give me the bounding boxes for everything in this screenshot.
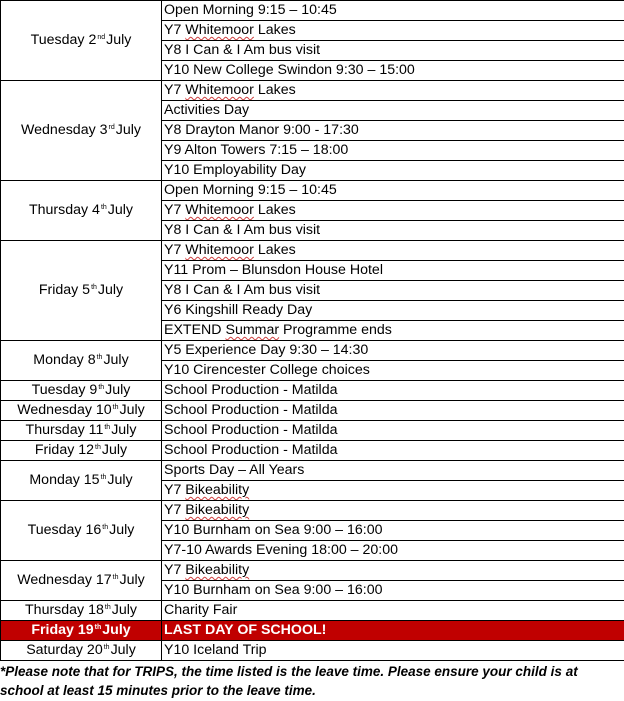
month-label: July — [97, 282, 124, 298]
schedule-row — [1, 421, 624, 441]
schedule-row — [1, 641, 624, 661]
spellcheck-underlined-word: Whitemoor — [185, 202, 254, 218]
day-label: Wednesday 3 — [21, 122, 108, 138]
ordinal-suffix: rd — [108, 124, 115, 131]
day-cell — [1, 641, 162, 661]
event-cell: LAST DAY OF SCHOOL! — [162, 621, 624, 641]
event-cell: Y10 New College Swindon 9:30 – 15:00 — [162, 61, 624, 81]
event-cell: Y10 Cirencester College choices — [162, 361, 624, 381]
ordinal-suffix: th — [104, 604, 111, 611]
event-cell: Y10 Employability Day — [162, 161, 624, 181]
schedule-row — [1, 241, 624, 261]
month-label: July — [101, 442, 128, 458]
event-cell: EXTEND Summar Programme ends — [162, 321, 624, 341]
ordinal-suffix: th — [100, 204, 107, 211]
ordinal-suffix: th — [100, 474, 107, 481]
schedule-row — [1, 1, 624, 21]
day-label: Tuesday 9 — [31, 382, 98, 398]
day-cell — [1, 1, 162, 81]
event-cell: Y8 Drayton Manor 9:00 - 17:30 — [162, 121, 624, 141]
event-cell: Y7 Whitemoor Lakes — [162, 241, 624, 261]
schedule-row — [1, 601, 624, 621]
event-cell: Y8 I Can & I Am bus visit — [162, 221, 624, 241]
spellcheck-underlined-word: Whitemoor — [185, 22, 254, 38]
event-cell: Y10 Burnham on Sea 9:00 – 16:00 — [162, 521, 624, 541]
day-label: Wednesday 17 — [17, 572, 112, 588]
month-label: July — [119, 402, 145, 418]
day-cell — [1, 401, 162, 421]
event-cell: Y6 Kingshill Ready Day — [162, 301, 624, 321]
ordinal-suffix: th — [98, 384, 105, 391]
schedule-row — [1, 621, 624, 641]
month-label: July — [111, 602, 137, 618]
event-cell: Y7 Whitemoor Lakes — [162, 21, 624, 41]
day-cell — [1, 181, 162, 241]
day-label: Thursday 11 — [25, 422, 104, 438]
day-label: Tuesday 16 — [27, 522, 102, 538]
day-label: Friday 12 — [34, 442, 95, 458]
day-label: Tuesday 2 — [30, 32, 97, 48]
event-cell: Y7 Whitemoor Lakes — [162, 201, 624, 221]
day-cell — [1, 421, 162, 441]
day-cell — [1, 441, 162, 461]
ordinal-suffix: th — [103, 644, 110, 651]
day-label: Monday 8 — [33, 352, 96, 368]
ordinal-suffix: th — [94, 624, 102, 631]
day-label: Friday 19 — [31, 622, 94, 638]
event-cell: Y5 Experience Day 9:30 – 14:30 — [162, 341, 624, 361]
spellcheck-underlined-word: Bikeability — [185, 502, 250, 518]
event-cell: Y7-10 Awards Evening 18:00 – 20:00 — [162, 541, 624, 561]
day-label: Saturday 20 — [26, 642, 103, 658]
month-label: July — [107, 472, 133, 488]
month-label: July — [110, 642, 136, 658]
spellcheck-underlined-word: Bikeability — [185, 562, 250, 578]
month-label: July — [111, 422, 137, 438]
event-cell: Y10 Burnham on Sea 9:00 – 16:00 — [162, 581, 624, 601]
event-cell: School Production - Matilda — [162, 381, 624, 401]
event-cell: Y7 Whitemoor Lakes — [162, 81, 624, 101]
event-cell: Y7 Bikeability — [162, 481, 624, 501]
day-cell — [1, 241, 162, 341]
day-cell — [1, 341, 162, 381]
event-cell: Y8 I Can & I Am bus visit — [162, 41, 624, 61]
event-cell: Charity Fair — [162, 601, 624, 621]
event-cell: Open Morning 9:15 – 10:45 — [162, 181, 624, 201]
ordinal-suffix: th — [112, 574, 119, 581]
event-cell: Y9 Alton Towers 7:15 – 18:00 — [162, 141, 624, 161]
event-cell: Y11 Prom – Blunsdon House Hotel — [162, 261, 624, 281]
schedule-row — [1, 81, 624, 101]
day-cell — [1, 81, 162, 181]
schedule-row — [1, 461, 624, 481]
schedule-row — [1, 401, 624, 421]
month-label: July — [119, 572, 145, 588]
day-label: Friday 5 — [38, 282, 91, 298]
ordinal-suffix: th — [112, 404, 119, 411]
ordinal-suffix: th — [95, 444, 101, 451]
event-cell: School Production - Matilda — [162, 441, 624, 461]
event-cell: Sports Day – All Years — [162, 461, 624, 481]
event-cell: Y7 Bikeability — [162, 501, 624, 521]
ordinal-suffix: th — [96, 354, 103, 361]
day-cell — [1, 601, 162, 621]
day-cell — [1, 501, 162, 561]
event-cell: School Production - Matilda — [162, 421, 624, 441]
day-cell — [1, 461, 162, 501]
event-cell: Y8 I Can & I Am bus visit — [162, 281, 624, 301]
day-label: Thursday 4 — [28, 202, 100, 218]
day-cell — [1, 381, 162, 401]
month-label: July — [102, 622, 131, 638]
month-label: July — [105, 382, 131, 398]
ordinal-suffix: th — [104, 424, 111, 431]
month-label: July — [103, 352, 129, 368]
day-cell — [1, 621, 162, 641]
schedule-row — [1, 341, 624, 361]
day-cell — [1, 561, 162, 601]
spellcheck-underlined-word: Whitemoor — [185, 82, 254, 98]
month-label: July — [109, 522, 135, 538]
month-label: July — [115, 122, 141, 138]
schedule-row — [1, 441, 624, 461]
trip-time-footnote: *Please note that for TRIPS, the time listed is the leave time. Please ensure your child is at school at least 15 minutes prior to the leave time. — [0, 664, 578, 698]
schedule-body — [1, 1, 624, 661]
month-label: July — [107, 202, 134, 218]
schedule-row — [1, 181, 624, 201]
month-label: July — [106, 32, 132, 48]
event-cell: Y7 Bikeability — [162, 561, 624, 581]
schedule-row — [1, 501, 624, 521]
ordinal-suffix: th — [91, 284, 97, 291]
day-label: Thursday 18 — [25, 602, 104, 618]
schedule-row — [1, 381, 624, 401]
event-cell: School Production - Matilda — [162, 401, 624, 421]
ordinal-suffix: nd — [97, 34, 106, 41]
event-cell: Activities Day — [162, 101, 624, 121]
day-label: Wednesday 10 — [17, 402, 112, 418]
event-cell: Y10 Iceland Trip — [162, 641, 624, 661]
spellcheck-underlined-word: Bikeability — [185, 482, 250, 498]
day-label: Monday 15 — [29, 472, 100, 488]
spellcheck-underlined-word: Summar — [225, 322, 280, 338]
event-cell: Open Morning 9:15 – 10:45 — [162, 1, 624, 21]
schedule-row — [1, 561, 624, 581]
ordinal-suffix: th — [102, 524, 109, 531]
spellcheck-underlined-word: Whitemoor — [185, 242, 254, 258]
